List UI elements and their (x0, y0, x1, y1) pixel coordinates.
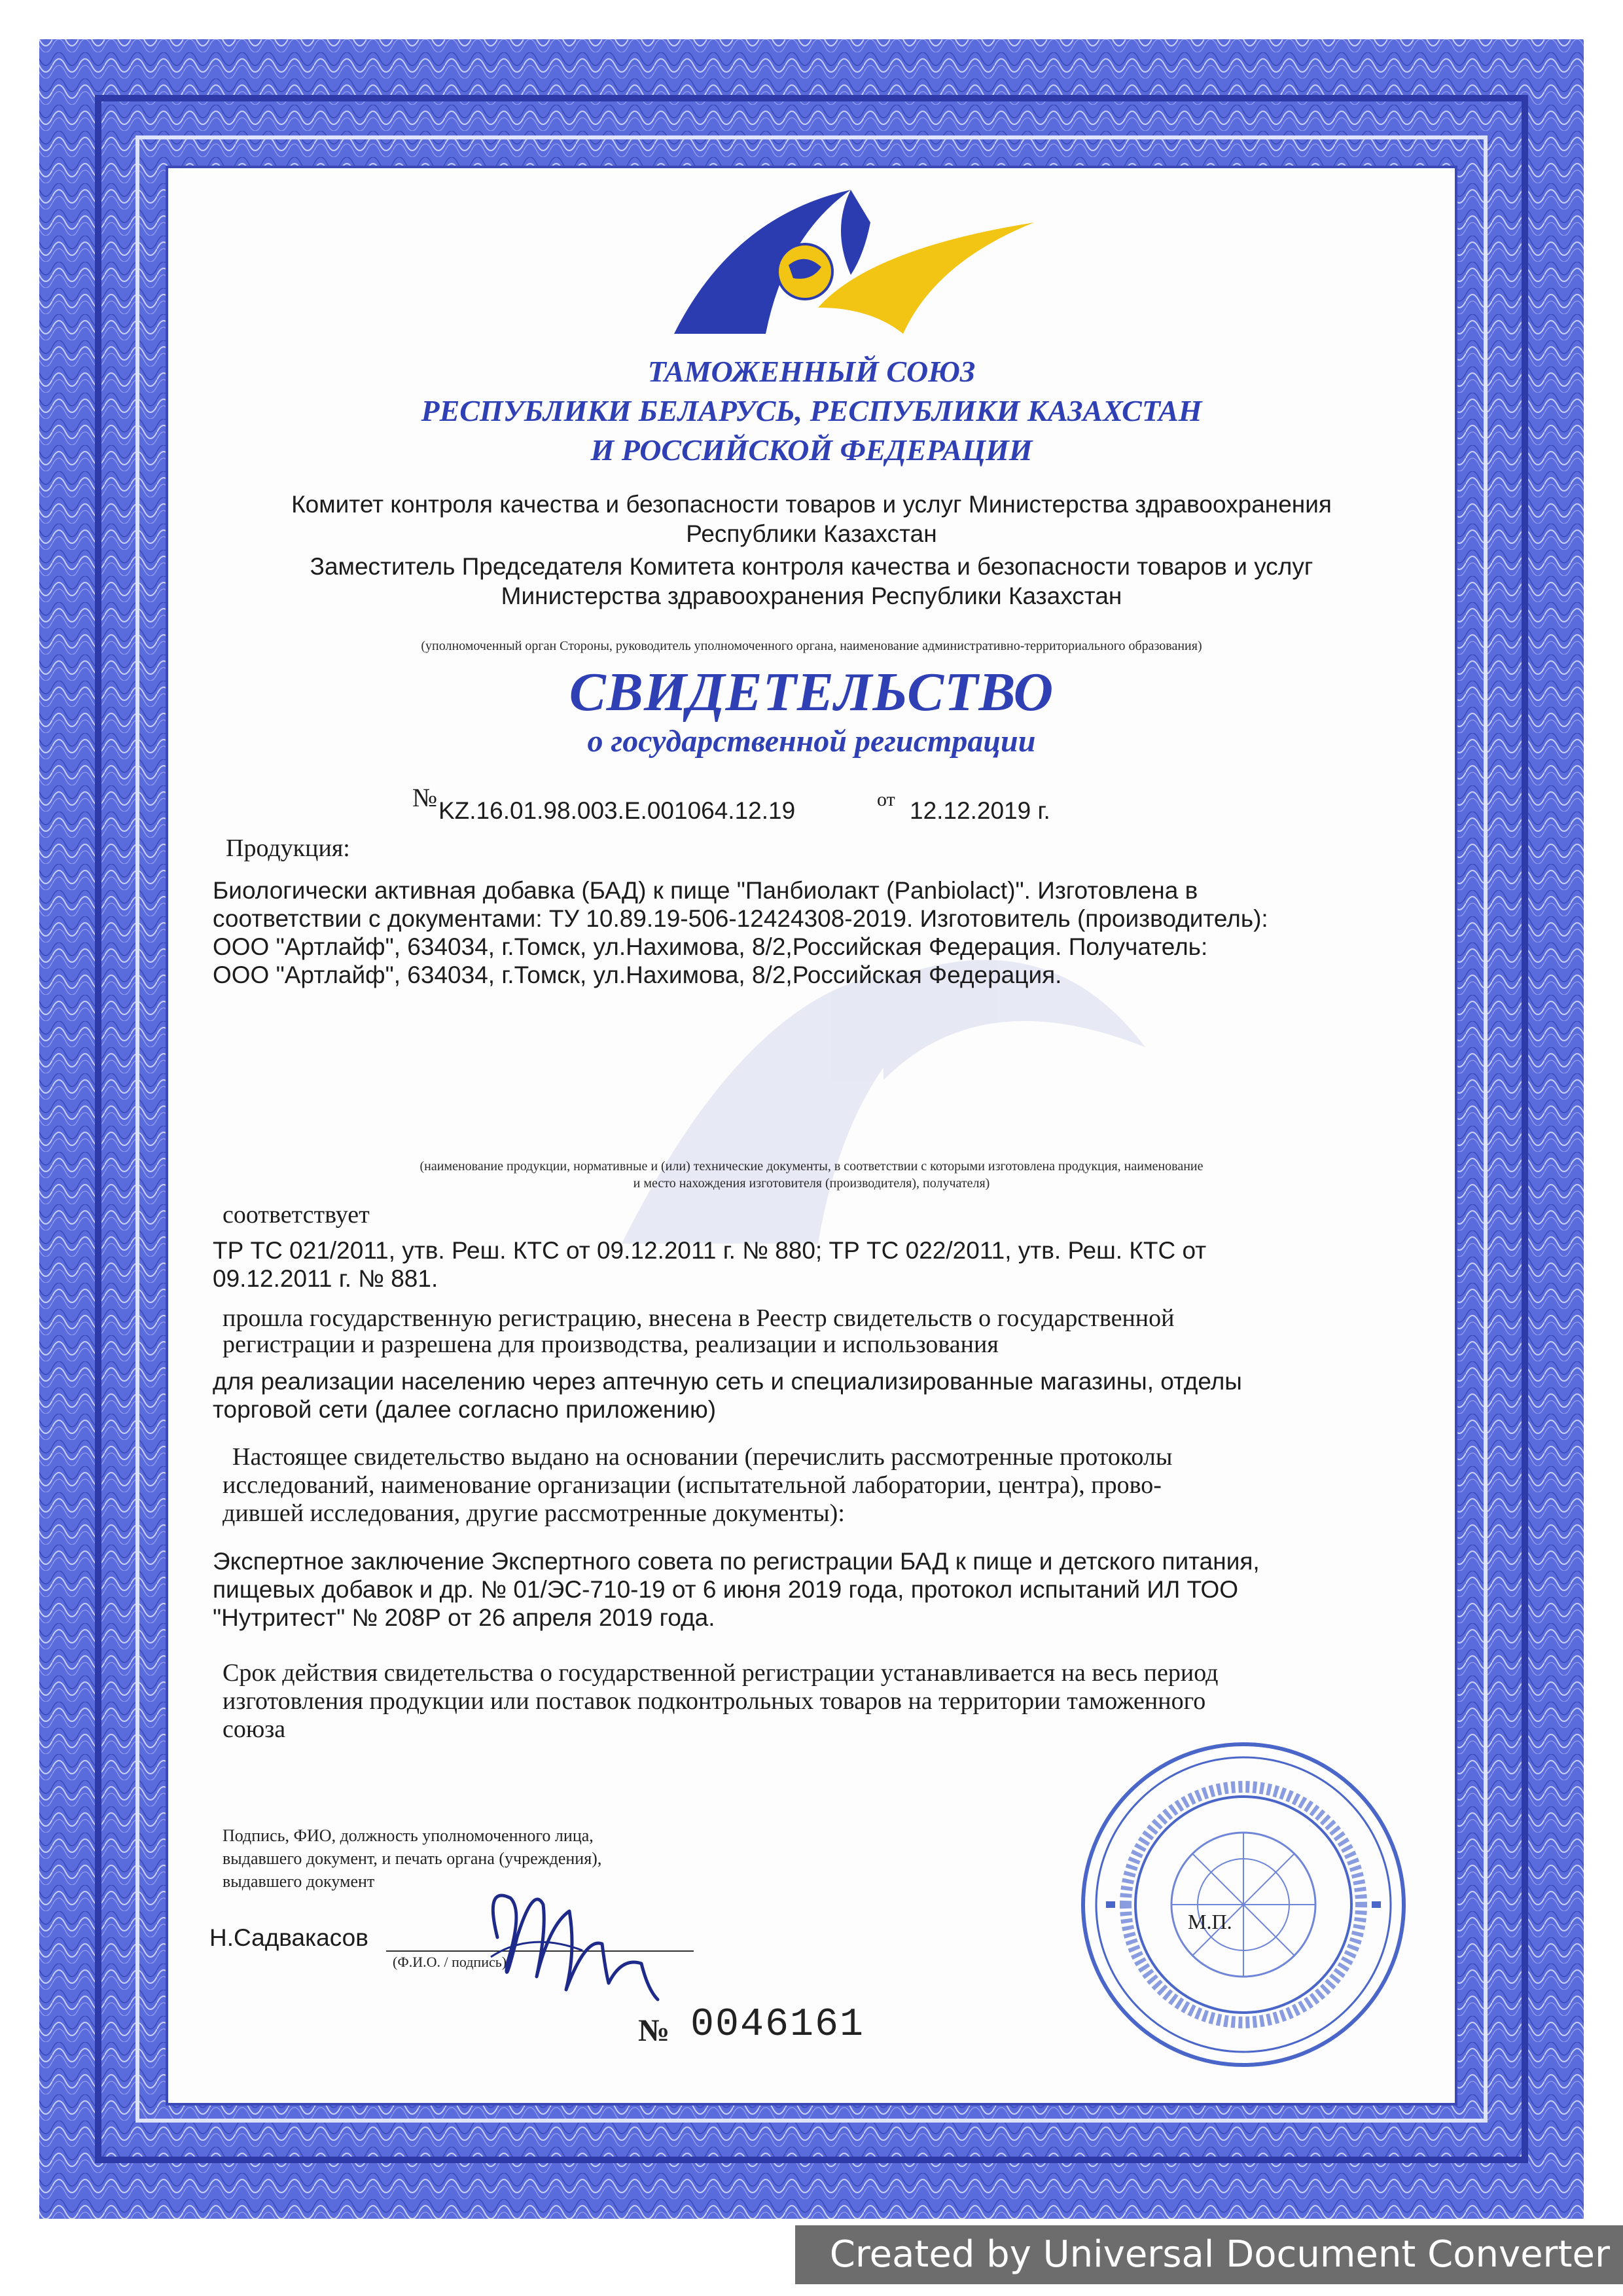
expert-line-3: "Нутритест" № 208Р от 26 апреля 2019 года. (213, 1604, 715, 1631)
validity-line-3: союза (223, 1715, 286, 1743)
official-seal-stamp (1073, 1734, 1414, 2075)
union-line-2: РЕСПУБЛИКИ БЕЛАРУСЬ, РЕСПУБЛИКИ КАЗАХСТАН (421, 394, 1202, 427)
union-line-1: ТАМОЖЕННЫЙ СОЮЗ (647, 355, 976, 388)
registration-number: KZ.16.01.98.003.E.001064.12.19 (438, 797, 796, 824)
conformity-line-1: ТР ТС 021/2011, утв. Реш. КТС от 09.12.2011 г. № 880; ТР ТС 022/2011, утв. Реш. КТС от (213, 1237, 1207, 1264)
basis-line-1: Настоящее свидетельство выдано на основании (перечислить рассмотренные протоколы (232, 1443, 1173, 1471)
stamp-place-label: М.П. (1188, 1910, 1232, 1933)
product-line-1: Биологически активная добавка (БАД) к пище "Панбиолакт (Panbiolact)". Изготовлена в (213, 877, 1198, 904)
registration-from-label: от (877, 789, 895, 810)
usage-line-2: торговой сети (далее согласно приложению) (213, 1396, 717, 1423)
signature-label-line-3: выдавшего документ (223, 1872, 375, 1891)
basis-line-3: дившей исследования, другие рассмотренные документы): (223, 1499, 845, 1527)
customs-union-emblem (654, 177, 1060, 347)
usage-line-1: для реализации населению через аптечную сеть и специализированные магазины, отделы (213, 1368, 1242, 1395)
validity-line-2: изготовления продукции или поставок подконтрольных товаров на территории таможенного (223, 1687, 1206, 1715)
registered-line-2: регистрации и разрешена для производства, реализации и использования (223, 1331, 999, 1358)
signature-name-note: (Ф.И.О. / подпись) (393, 1954, 507, 1970)
authority-line-2: Республики Казахстан (686, 520, 937, 547)
product-line-4: ООО "Артлайф", 634034, г.Томск, ул.Нахимова, 8/2,Российская Федерация. (213, 961, 1062, 988)
signature-label-line-1: Подпись, ФИО, должность уполномоченного лица, (223, 1826, 594, 1845)
registration-no-sign: № (412, 783, 438, 812)
authority-note: (уполномоченный орган Стороны, руководитель уполномоченного органа, наименование административно-территориального образования) (421, 639, 1202, 653)
serial-number: 0046161 (690, 2003, 865, 2047)
expert-line-2: пищевых добавок и др. № 01/ЭС-710-19 от 6 июня 2019 года, протокол испытаний ИЛ ТОО (213, 1576, 1239, 1603)
product-note-line-2: и место нахождения изготовителя (производителя), получателя) (633, 1176, 990, 1191)
union-line-3: И РОССИЙСКОЙ ФЕДЕРАЦИИ (590, 433, 1033, 467)
product-line-2: соответствии с документами: ТУ 10.89.19-506-12424308-2019. Изготовитель (производитель): (213, 905, 1268, 932)
signatory-name: Н.Садвакасов (209, 1924, 368, 1951)
conformity-label: соответствует (223, 1201, 370, 1229)
expert-line-1: Экспертное заключение Экспертного совета по регистрации БАД к пище и детского питания, (213, 1548, 1260, 1575)
basis-line-2: исследований, наименование организации (испытательной лаборатории, центра), прово- (223, 1471, 1162, 1499)
conformity-line-2: 09.12.2011 г. № 881. (213, 1265, 438, 1292)
registered-line-1: прошла государственную регистрацию, внесена в Реестр свидетельств о государственной (223, 1304, 1175, 1332)
signature-label-line-2: выдавшего документ, и печать органа (учреждения), (223, 1849, 602, 1868)
handwritten-signature (471, 1859, 668, 2009)
validity-line-1: Срок действия свидетельства о государственной регистрации устанавливается на весь период (223, 1659, 1219, 1687)
authority-line-1: Комитет контроля качества и безопасности товаров и услуг Министерства здравоохранения (291, 491, 1332, 518)
product-line-3: ООО "Артлайф", 634034, г.Томск, ул.Нахимова, 8/2,Российская Федерация. Получатель: (213, 933, 1208, 960)
registration-date: 12.12.2019 г. (910, 797, 1050, 824)
certificate-subtitle: о государственной регистрации (587, 724, 1036, 759)
authority-line-4: Министерства здравоохранения Республики Казахстан (501, 583, 1122, 609)
product-note-line-1: (наименование продукции, нормативные и (или) технические документы, в соответствии с которыми изготовлена продукция, наименование (419, 1159, 1204, 1174)
certificate-title: СВИДЕТЕЛЬСТВО (569, 662, 1054, 723)
converter-watermark: Created by Universal Document Converter (829, 2233, 1610, 2276)
authority-line-3: Заместитель Председателя Комитета контроля качества и безопасности товаров и услуг (310, 553, 1313, 580)
product-label: Продукция: (226, 834, 350, 862)
serial-no-sign: № (638, 2013, 670, 2048)
